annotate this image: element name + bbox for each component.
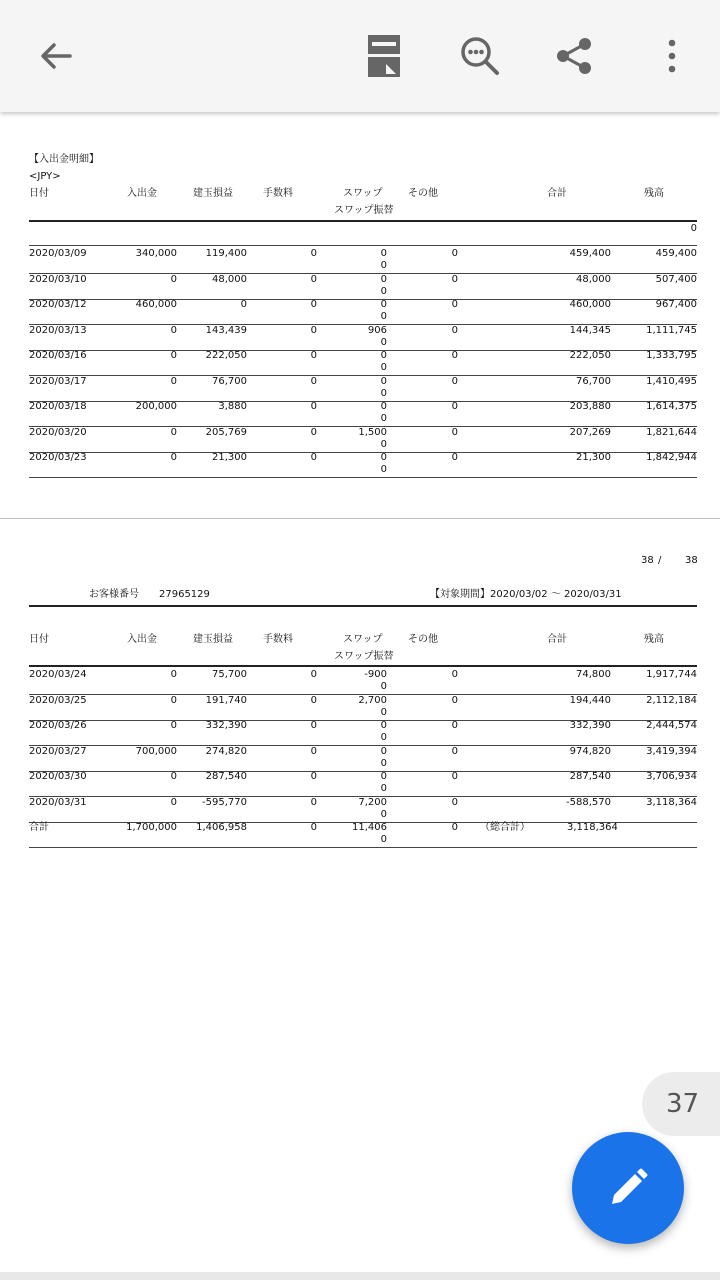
cell-swap: 1,500 [358, 426, 387, 438]
column-header: 残高 [644, 634, 664, 645]
cell-other: 0 [451, 452, 458, 463]
more-vert-icon [667, 38, 677, 74]
column-subheader: スワップ振替 [334, 205, 394, 216]
cell-fee: 0 [310, 745, 317, 757]
cell-pl: 0 [240, 299, 247, 310]
cell-pl: 3,880 [218, 401, 247, 412]
customer-number-label: お客様番号 [89, 589, 139, 600]
cell-fee: 0 [310, 324, 317, 336]
column-header: 合計 [547, 188, 567, 199]
cell-balance: 1,842,944 [646, 452, 697, 463]
cell-pl: 48,000 [212, 273, 247, 285]
app-bar [0, 0, 720, 112]
cell-pl: 287,540 [205, 771, 247, 782]
cell-other: 0 [451, 426, 458, 438]
cell-balance: 459,400 [655, 248, 697, 259]
cell-deposit: 0 [170, 273, 177, 285]
cell-pl: 21,300 [212, 452, 247, 463]
cell-date: 2020/03/16 [29, 350, 87, 361]
cell-other: 0 [451, 720, 458, 731]
cell-pl: 332,390 [205, 720, 247, 731]
cell-fee: 0 [310, 452, 317, 463]
cell-other: 0 [451, 669, 458, 680]
cell-balance: 1,410,495 [646, 375, 697, 387]
cell-deposit: 700,000 [135, 745, 177, 757]
cell-swap: 0 [380, 375, 387, 387]
cell-date: 2020/03/25 [29, 694, 87, 706]
search-button[interactable] [452, 28, 508, 84]
cell-swap-transfer: 0 [380, 808, 387, 820]
cell-total: 144,345 [569, 324, 611, 336]
cell-fee: 0 [310, 248, 317, 259]
cell-swap-transfer: 0 [380, 260, 387, 271]
cell-balance: 1,111,745 [646, 324, 697, 336]
section-title: 【入出金明細】 [29, 154, 99, 165]
column-header: 残高 [644, 188, 664, 199]
cell-total: 76,700 [576, 375, 611, 387]
cell-balance: 3,419,394 [646, 745, 697, 757]
cell-other: 0 [451, 796, 458, 808]
cell-fee: 0 [310, 669, 317, 680]
cell-fee: 0 [310, 401, 317, 412]
cell-other: 0 [451, 771, 458, 782]
cell-total: 203,880 [569, 401, 611, 412]
cell-pl: -595,770 [202, 796, 247, 808]
edit-pencil-icon [606, 1166, 650, 1210]
cell-pl: 205,769 [205, 426, 247, 438]
cell-balance: 507,400 [655, 273, 697, 285]
more-options-button[interactable] [644, 28, 700, 84]
cell-swap-transfer: 0 [380, 311, 387, 322]
cell-pl: 143,439 [205, 324, 247, 336]
cell-swap: 0 [380, 350, 387, 361]
cell-deposit: 0 [170, 452, 177, 463]
cell-swap: 0 [380, 771, 387, 782]
cell-pl: 222,050 [205, 350, 247, 361]
cell-swap: 2,700 [358, 694, 387, 706]
cell-total: 222,050 [569, 350, 611, 361]
info-rule [29, 605, 697, 607]
cell-swap: 0 [380, 452, 387, 463]
document-page-38 [0, 519, 720, 1119]
cell-date: 2020/03/23 [29, 452, 87, 463]
cell-deposit: 200,000 [135, 401, 177, 412]
header-rule [29, 665, 697, 667]
search-more-icon [459, 35, 501, 77]
cell-total: 974,820 [569, 745, 611, 757]
cell-date: 2020/03/12 [29, 299, 87, 310]
row-rule [29, 245, 697, 246]
cell-balance: 1,821,644 [646, 426, 697, 438]
cell-date: 2020/03/31 [29, 796, 87, 808]
cell-total: 332,390 [569, 720, 611, 731]
cell-swap-transfer: 0 [380, 757, 387, 769]
cell-deposit: 0 [170, 426, 177, 438]
cell-swap: 0 [380, 273, 387, 285]
column-header: 建玉損益 [193, 634, 233, 645]
cell-other: 0 [451, 401, 458, 412]
totals-swap-transfer: 0 [380, 834, 387, 845]
cell-date: 2020/03/13 [29, 324, 87, 336]
cell-fee: 0 [310, 375, 317, 387]
row-rule [29, 477, 697, 478]
cell-total: 21,300 [576, 452, 611, 463]
cell-swap-transfer: 0 [380, 464, 387, 475]
column-header: 手数料 [263, 188, 293, 199]
cell-other: 0 [451, 694, 458, 706]
cell-deposit: 0 [170, 350, 177, 361]
customer-number: 27965129 [159, 589, 210, 600]
column-header: 手数料 [263, 634, 293, 645]
cell-deposit: 0 [170, 771, 177, 782]
share-button[interactable] [546, 28, 602, 84]
cell-deposit: 0 [170, 324, 177, 336]
cell-deposit: 0 [170, 375, 177, 387]
document-page-37 [0, 112, 720, 518]
totals-fee: 0 [310, 822, 317, 833]
cell-swap: -900 [364, 669, 387, 680]
cell-balance: 1,917,744 [646, 669, 697, 680]
cell-swap-transfer: 0 [380, 336, 387, 348]
cell-swap-transfer: 0 [380, 413, 387, 424]
cell-other: 0 [451, 299, 458, 310]
cell-pl: 274,820 [205, 745, 247, 757]
cell-balance: 1,333,795 [646, 350, 697, 361]
bottom-edge [0, 1272, 720, 1280]
cell-swap-transfer: 0 [380, 362, 387, 373]
cell-swap: 0 [380, 720, 387, 731]
cell-other: 0 [451, 273, 458, 285]
edit-fab-button[interactable] [572, 1132, 684, 1244]
column-subheader: スワップ振替 [334, 651, 394, 662]
cell-balance: 2,444,574 [646, 720, 697, 731]
totals-deposit: 1,700,000 [126, 822, 177, 833]
cell-total: 460,000 [569, 299, 611, 310]
cell-total: 74,800 [576, 669, 611, 680]
cell-pl: 76,700 [212, 375, 247, 387]
cell-date: 2020/03/27 [29, 745, 87, 757]
cell-fee: 0 [310, 426, 317, 438]
cell-balance: 3,118,364 [646, 796, 697, 808]
cell-total: 48,000 [576, 273, 611, 285]
cell-date: 2020/03/18 [29, 401, 87, 412]
cell-deposit: 0 [170, 796, 177, 808]
cell-deposit: 460,000 [135, 299, 177, 310]
layout-button[interactable] [356, 28, 412, 84]
cell-date: 2020/03/26 [29, 720, 87, 731]
cell-total: -588,570 [566, 796, 611, 808]
page-total: 38 [685, 555, 698, 566]
cell-other: 0 [451, 745, 458, 757]
row-rule [29, 847, 697, 848]
cell-swap-transfer: 0 [380, 706, 387, 718]
cell-date: 2020/03/09 [29, 248, 87, 259]
cell-other: 0 [451, 375, 458, 387]
column-header: 日付 [29, 188, 49, 199]
page-separator-slash: / [658, 555, 662, 566]
cell-deposit: 0 [170, 669, 177, 680]
totals-label: 合計 [29, 822, 49, 833]
cell-other: 0 [451, 350, 458, 361]
page-number: 38 [641, 555, 654, 566]
column-header: スワップ [343, 188, 383, 199]
cell-fee: 0 [310, 273, 317, 285]
cell-swap-transfer: 0 [380, 783, 387, 794]
cell-swap-transfer: 0 [380, 732, 387, 743]
cell-balance: 1,614,375 [646, 401, 697, 412]
cell-date: 2020/03/30 [29, 771, 87, 782]
cell-swap-transfer: 0 [380, 681, 387, 692]
cell-fee: 0 [310, 299, 317, 310]
cell-swap-transfer: 0 [380, 387, 387, 399]
cell-fee: 0 [310, 796, 317, 808]
cell-pl: 75,700 [212, 669, 247, 680]
cell-deposit: 0 [170, 694, 177, 706]
cell-balance: 3,706,934 [646, 771, 697, 782]
column-header: 入出金 [127, 634, 157, 645]
column-header: 入出金 [127, 188, 157, 199]
grand-total-label: （総合計） [480, 822, 530, 833]
cell-swap: 0 [380, 401, 387, 412]
cell-pl: 119,400 [205, 248, 247, 259]
cell-swap-transfer: 0 [380, 285, 387, 297]
column-header: 日付 [29, 634, 49, 645]
cell-date: 2020/03/10 [29, 273, 87, 285]
cell-deposit: 0 [170, 720, 177, 731]
cell-pl: 191,740 [205, 694, 247, 706]
column-header: 建玉損益 [193, 188, 233, 199]
totals-other: 0 [451, 822, 458, 833]
cell-fee: 0 [310, 694, 317, 706]
cell-total: 287,540 [569, 771, 611, 782]
back-button[interactable] [28, 28, 84, 84]
back-arrow-icon [36, 36, 76, 76]
period-label: 【対象期間】 [430, 589, 490, 600]
column-header: その他 [408, 634, 438, 645]
cell-date: 2020/03/17 [29, 375, 87, 387]
cell-total: 459,400 [569, 248, 611, 259]
cell-swap: 906 [367, 324, 387, 336]
opening-balance: 0 [690, 223, 697, 234]
totals-pl: 1,406,958 [196, 822, 247, 833]
column-header: 合計 [547, 634, 567, 645]
cell-deposit: 340,000 [135, 248, 177, 259]
page-indicator[interactable]: 37 [642, 1072, 720, 1136]
header-rule [29, 220, 697, 222]
cell-swap: 0 [380, 248, 387, 259]
column-header: その他 [408, 188, 438, 199]
cell-swap: 0 [380, 299, 387, 310]
cell-other: 0 [451, 324, 458, 336]
cell-date: 2020/03/20 [29, 426, 87, 438]
share-icon [554, 36, 594, 76]
cell-fee: 0 [310, 720, 317, 731]
cell-fee: 0 [310, 771, 317, 782]
grand-total: 3,118,364 [567, 822, 618, 833]
cell-balance: 2,112,184 [646, 694, 697, 706]
period-value: 2020/03/02 ～ 2020/03/31 [490, 589, 622, 600]
cell-balance: 967,400 [655, 299, 697, 310]
cell-fee: 0 [310, 350, 317, 361]
cell-other: 0 [451, 248, 458, 259]
cell-swap: 7,200 [358, 796, 387, 808]
column-header: スワップ [343, 634, 383, 645]
totals-swap: 11,406 [352, 822, 387, 833]
currency-label: <JPY> [29, 171, 61, 182]
cell-swap: 0 [380, 745, 387, 757]
cell-swap-transfer: 0 [380, 438, 387, 450]
cell-total: 194,440 [569, 694, 611, 706]
cell-date: 2020/03/24 [29, 669, 87, 680]
cell-total: 207,269 [569, 426, 611, 438]
document-layout-icon [367, 34, 401, 78]
